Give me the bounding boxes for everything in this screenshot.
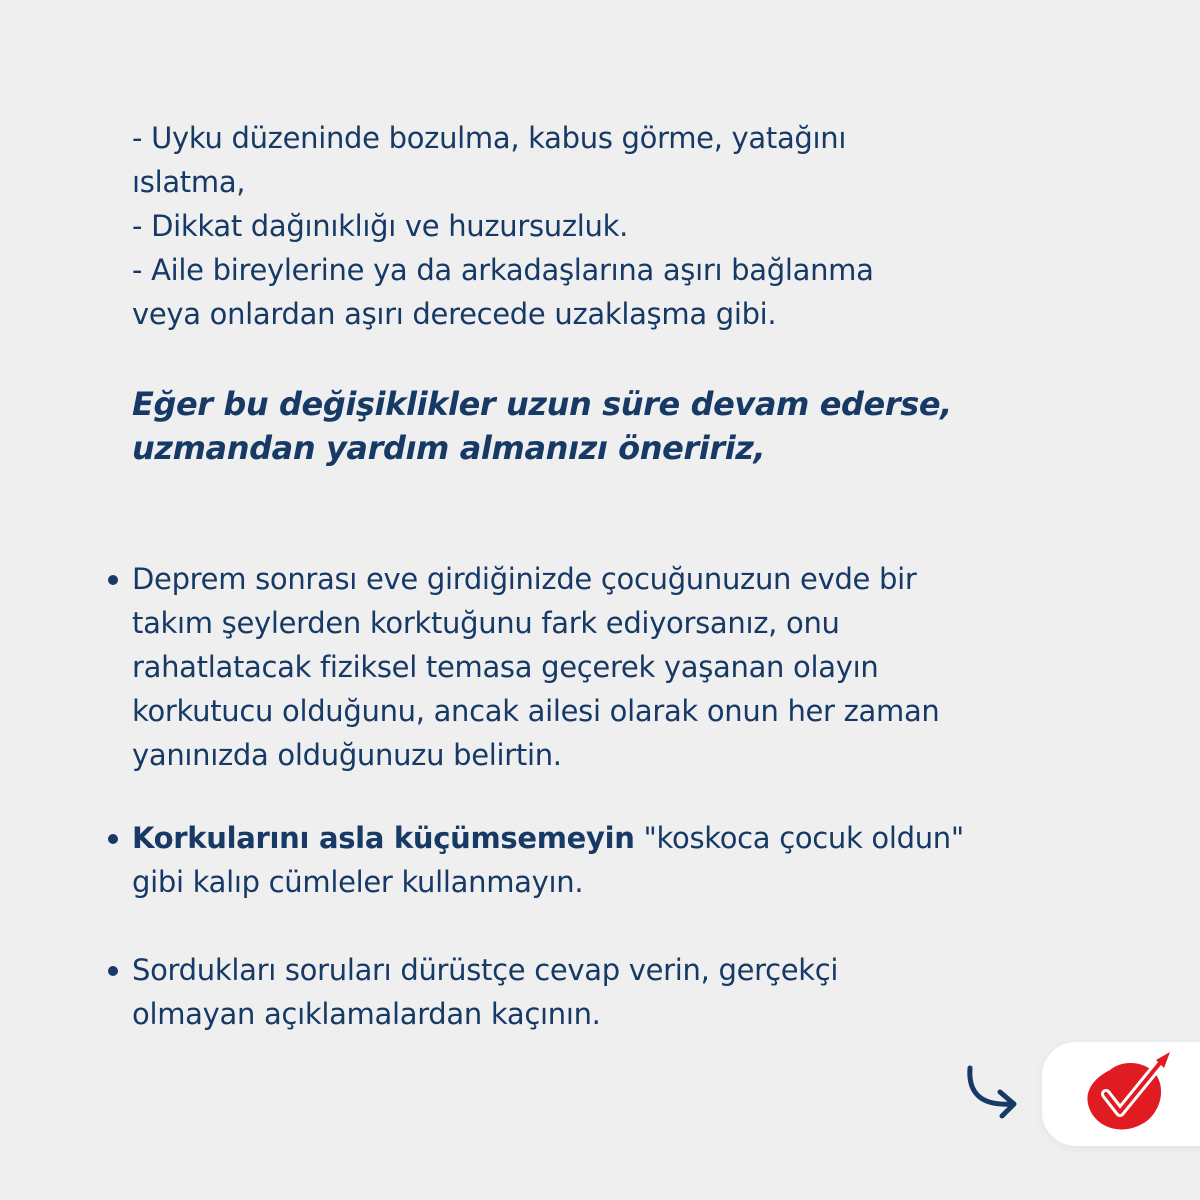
bullet-2-rest-text: "koskoca çocuk oldun" <box>634 821 964 855</box>
highlight-line-2: uzmandan yardım almanızı öneririz, <box>132 429 766 467</box>
red-checkmark-logo-icon <box>1072 1048 1182 1140</box>
highlight-text <box>132 382 1092 470</box>
intro-line-4: - Aile bireylerine ya da arkadaşlarına aşırı bağlanma <box>132 253 874 287</box>
intro-line-1: - Uyku düzeninde bozulma, kabus görme, yatağını <box>132 121 847 155</box>
intro-line-3: - Dikkat dağınıklığı ve huzursuzluk. <box>132 209 629 243</box>
bullet-1-line-5: yanınızda olduğunuzu belirtin. <box>132 738 562 772</box>
bullet-1-line-3: rahatlatacak fiziksel temasa geçerek yaşanan olayın <box>132 650 879 684</box>
bullet-2-line-1 <box>132 816 1092 860</box>
highlight-line-1: Eğer bu değişiklikler uzun süre devam ederse, <box>132 385 952 423</box>
bullet-dot-icon <box>108 966 118 976</box>
intro-section <box>132 116 1092 336</box>
curved-arrow-right-icon <box>964 1064 1024 1122</box>
bullet-item-2 <box>132 816 1092 904</box>
intro-line-2: ıslatma, <box>132 165 246 199</box>
logo-badge[interactable] <box>1042 1042 1200 1146</box>
bullet-item-1 <box>132 557 1092 777</box>
bullet-1-line-4: korkutucu olduğunu, ancak ailesi olarak onun her zaman <box>132 694 940 728</box>
bullet-2-bold-text: Korkularını asla küçümsemeyin <box>132 821 635 855</box>
bullet-1-line-1: Deprem sonrası eve girdiğinizde çocuğunuzun evde bir <box>132 562 917 596</box>
bullet-3-line-1: Sordukları soruları dürüstçe cevap verin, gerçekçi <box>132 953 839 987</box>
bullet-item-3 <box>132 948 1092 1036</box>
bullet-3-line-2: olmayan açıklamalardan kaçının. <box>132 997 601 1031</box>
intro-line-5: veya onlardan aşırı derecede uzaklaşma gibi. <box>132 297 777 331</box>
bullet-1-line-2: takım şeylerden korktuğunu fark ediyorsanız, onu <box>132 606 840 640</box>
bullet-2-line-2: gibi kalıp cümleler kullanmayın. <box>132 865 584 899</box>
bullet-dot-icon <box>108 575 118 585</box>
bullet-dot-icon <box>108 834 118 844</box>
